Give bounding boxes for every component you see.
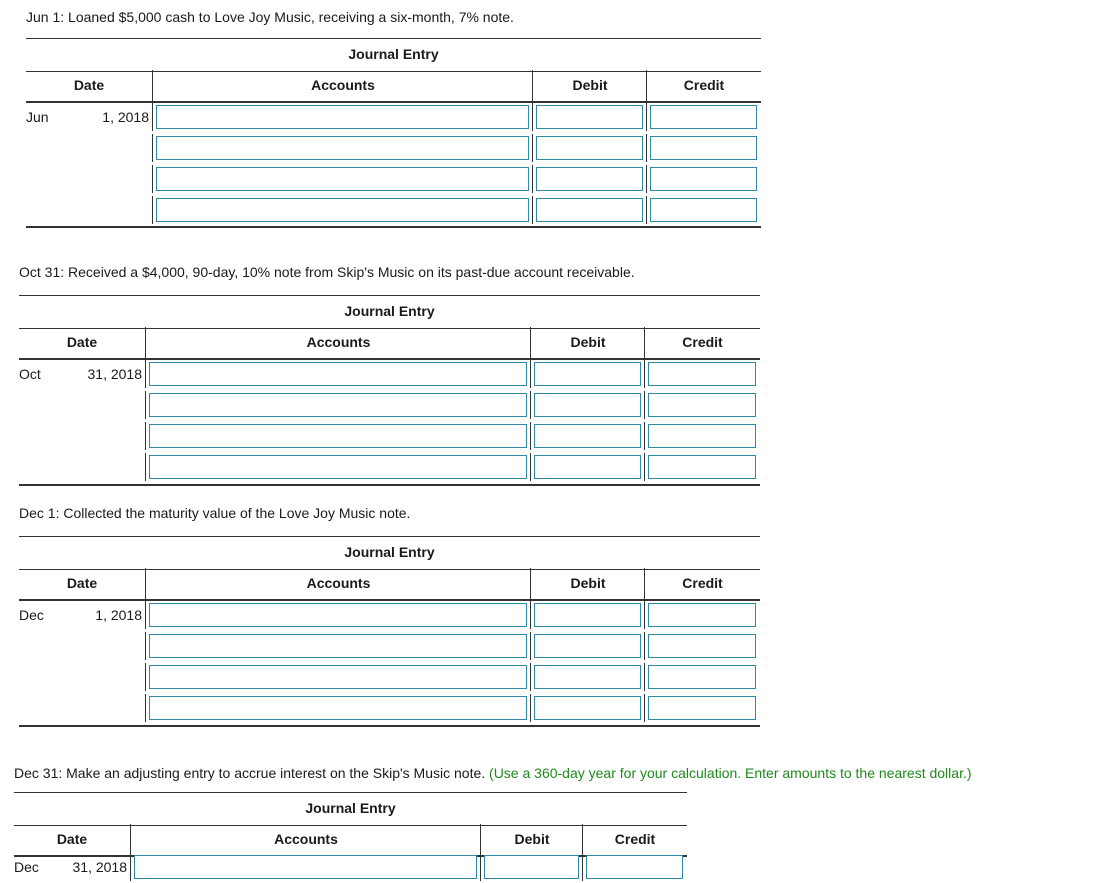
table-header-row [19, 568, 760, 601]
credit-input[interactable] [648, 455, 756, 479]
credit-input[interactable] [650, 167, 757, 191]
credit-input[interactable] [650, 136, 757, 160]
credit-input[interactable] [648, 634, 756, 658]
date-day: 1, 2018 [95, 607, 142, 623]
account-cell [152, 165, 532, 193]
account-cell [145, 601, 530, 629]
question-prompt-oct-31 [19, 264, 635, 280]
account-input[interactable] [149, 424, 527, 448]
table-bottom-rule [19, 484, 760, 486]
journal-entry-title: Journal Entry [19, 295, 760, 329]
date-day: 31, 2018 [72, 859, 127, 875]
debit-cell [532, 103, 646, 131]
debit-cell [530, 632, 644, 660]
account-input[interactable] [149, 603, 527, 627]
journal-entry-table-dec-31 [14, 792, 687, 879]
table-row [26, 102, 761, 133]
question-prompt-dec-31 [14, 765, 972, 781]
account-cell [145, 694, 530, 722]
account-input[interactable] [134, 855, 477, 879]
debit-cell [530, 422, 644, 450]
journal-entry-title: Journal Entry [26, 38, 761, 72]
credit-cell [646, 134, 760, 162]
header-credit: Credit [644, 568, 760, 599]
account-input[interactable] [156, 136, 529, 160]
account-cell [145, 663, 530, 691]
account-input[interactable] [149, 696, 527, 720]
prompt-text: Oct 31: Received a $4,000, 90-day, 10% note from Skip's Music on its past-due account receivable. [19, 264, 635, 280]
credit-input[interactable] [648, 696, 756, 720]
account-cell [130, 853, 480, 881]
header-accounts: Accounts [145, 327, 531, 358]
header-debit: Debit [530, 327, 645, 358]
debit-cell [530, 601, 644, 629]
debit-cell [530, 453, 644, 481]
debit-cell [480, 853, 582, 881]
header-debit: Debit [530, 568, 645, 599]
header-debit: Debit [480, 824, 583, 855]
header-date: Date [66, 575, 98, 591]
prompt-text: Dec 31: Make an adjusting entry to accrue interest on the Skip's Music note. [14, 765, 486, 781]
account-input[interactable] [156, 198, 529, 222]
debit-cell [532, 165, 646, 193]
header-date: Date [56, 831, 88, 847]
account-cell [145, 422, 530, 450]
date-month: Jun [26, 109, 49, 125]
account-cell [145, 360, 530, 388]
debit-input[interactable] [484, 855, 579, 879]
account-input[interactable] [149, 665, 527, 689]
header-date: Date [66, 334, 98, 350]
prompt-text: Dec 1: Collected the maturity value of the Love Joy Music note. [19, 505, 411, 521]
debit-input[interactable] [534, 393, 641, 417]
debit-input[interactable] [534, 424, 641, 448]
credit-cell [644, 391, 759, 419]
table-row [19, 631, 760, 662]
table-row [26, 195, 761, 226]
credit-input[interactable] [648, 603, 756, 627]
account-cell [145, 453, 530, 481]
question-prompt-dec-1 [19, 505, 410, 521]
journal-entry-title: Journal Entry [14, 792, 687, 826]
credit-cell [644, 694, 759, 722]
table-row [19, 452, 760, 483]
credit-input[interactable] [648, 362, 756, 386]
account-cell [152, 103, 532, 131]
account-input[interactable] [149, 393, 527, 417]
debit-cell [532, 134, 646, 162]
calculation-hint: (Use a 360-day year for your calculation. Enter amounts to the nearest dollar.) [489, 765, 972, 781]
journal-entry-table-oct-31 [19, 295, 760, 487]
header-credit: Credit [646, 70, 761, 101]
date-day: 31, 2018 [87, 366, 142, 382]
table-row [19, 662, 760, 693]
header-debit: Debit [532, 70, 647, 101]
credit-input[interactable] [586, 855, 683, 879]
credit-cell [644, 632, 759, 660]
account-cell [145, 632, 530, 660]
debit-input[interactable] [536, 198, 643, 222]
debit-cell [532, 196, 646, 224]
table-row [26, 164, 761, 195]
debit-cell [530, 663, 644, 691]
credit-cell [644, 663, 759, 691]
journal-entry-title: Journal Entry [19, 536, 760, 570]
debit-cell [530, 360, 644, 388]
credit-cell [582, 853, 686, 881]
account-cell [152, 134, 532, 162]
debit-input[interactable] [534, 603, 641, 627]
debit-input[interactable] [536, 105, 643, 129]
table-row [26, 133, 761, 164]
credit-cell [646, 196, 760, 224]
table-row [19, 390, 760, 421]
credit-input[interactable] [648, 424, 756, 448]
credit-input[interactable] [648, 393, 756, 417]
journal-entry-table-jun-1 [26, 38, 761, 228]
date-month: Oct [19, 366, 41, 382]
credit-input[interactable] [650, 198, 757, 222]
debit-input[interactable] [534, 455, 641, 479]
account-cell [145, 391, 530, 419]
credit-cell [644, 422, 759, 450]
header-credit: Credit [644, 327, 760, 358]
table-row [19, 693, 760, 724]
table-bottom-rule [19, 725, 760, 727]
debit-input[interactable] [534, 634, 641, 658]
question-prompt-jun-1 [26, 9, 514, 25]
table-header-row [26, 70, 761, 103]
date-month: Dec [14, 859, 39, 875]
account-cell [152, 196, 532, 224]
credit-input[interactable] [650, 105, 757, 129]
prompt-text: Jun 1: Loaned $5,000 cash to Love Joy Music, receiving a six-month, 7% note. [26, 9, 514, 25]
credit-cell [646, 103, 760, 131]
account-input[interactable] [149, 634, 527, 658]
credit-input[interactable] [648, 665, 756, 689]
account-input[interactable] [156, 105, 529, 129]
credit-cell [646, 165, 760, 193]
credit-cell [644, 453, 759, 481]
table-bottom-rule [26, 226, 761, 228]
debit-input[interactable] [534, 362, 641, 386]
journal-entry-table-dec-1 [19, 536, 760, 728]
table-header-row [19, 327, 760, 360]
table-row [19, 359, 760, 390]
table-row [19, 600, 760, 631]
header-accounts: Accounts [130, 824, 481, 855]
date-day: 1, 2018 [102, 109, 149, 125]
debit-input[interactable] [536, 167, 643, 191]
header-accounts: Accounts [152, 70, 533, 101]
debit-cell [530, 391, 644, 419]
header-accounts: Accounts [145, 568, 531, 599]
account-input[interactable] [149, 455, 527, 479]
debit-input[interactable] [536, 136, 643, 160]
credit-cell [644, 360, 759, 388]
account-input[interactable] [149, 362, 527, 386]
debit-input[interactable] [534, 665, 641, 689]
date-month: Dec [19, 607, 44, 623]
debit-cell [530, 694, 644, 722]
debit-input[interactable] [534, 696, 641, 720]
table-row [14, 852, 687, 883]
account-input[interactable] [156, 167, 529, 191]
credit-cell [644, 601, 759, 629]
header-date: Date [73, 77, 105, 93]
header-credit: Credit [582, 824, 687, 855]
table-row [19, 421, 760, 452]
